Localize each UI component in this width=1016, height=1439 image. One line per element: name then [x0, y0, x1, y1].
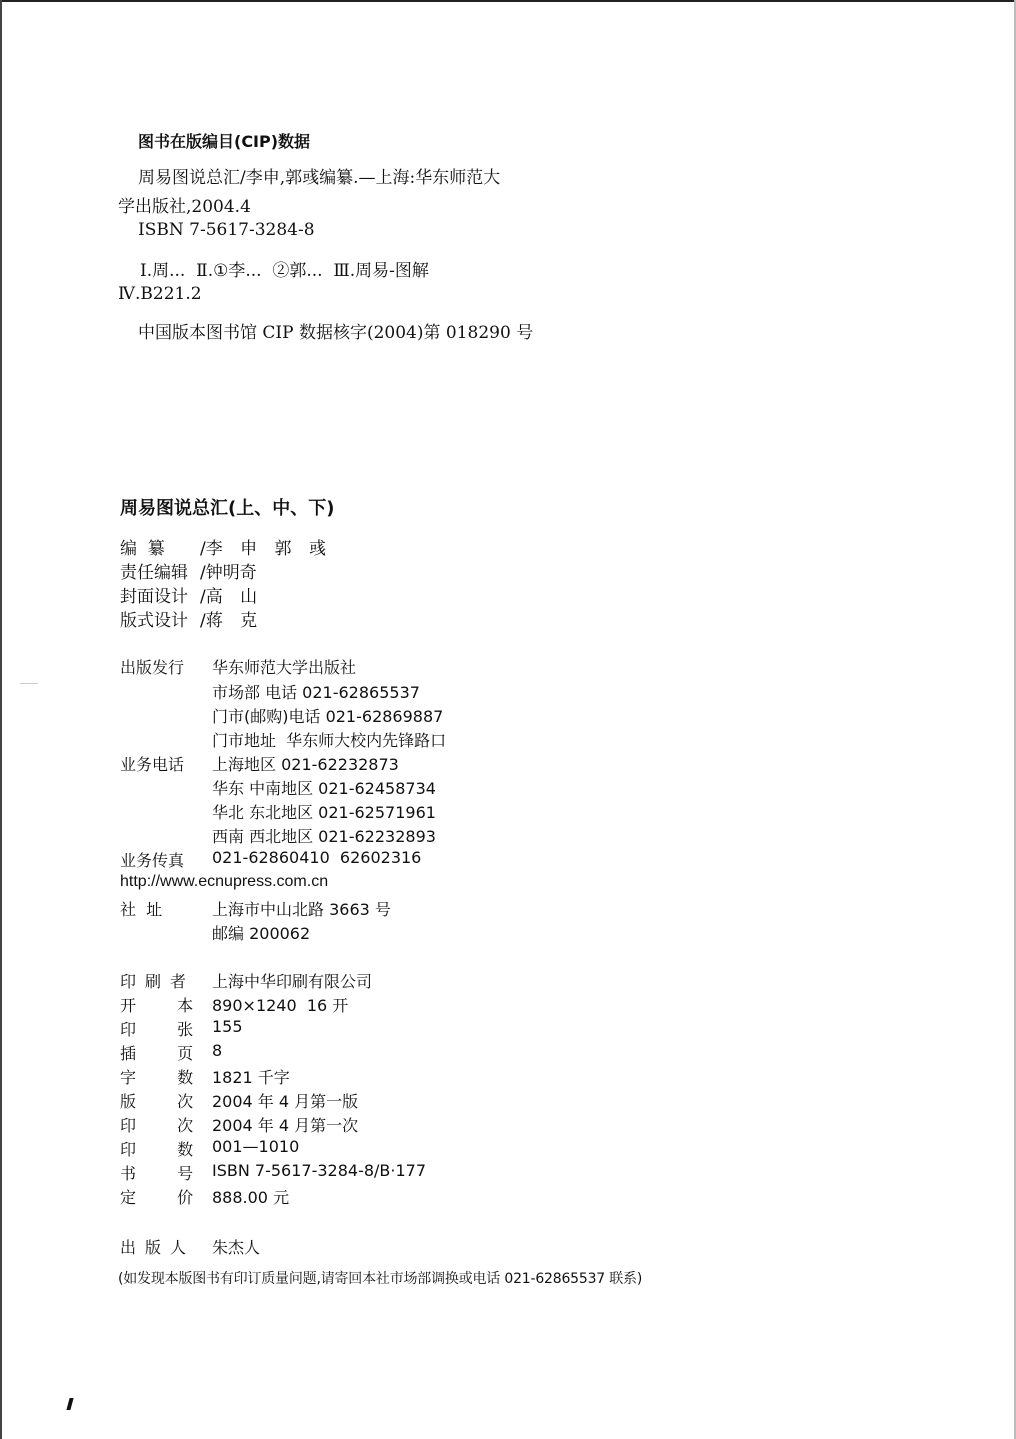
scan-speck [20, 683, 38, 684]
phone-west: 西南 西北地区 021-62232893 [212, 827, 436, 846]
spec-label: 定 价 [120, 1188, 212, 1207]
fax-number: 021-62860410 62602316 [212, 848, 422, 867]
credit-label: 责任编辑 [120, 563, 188, 583]
phone-north: 华北 东北地区 021-62571961 [212, 803, 436, 822]
publisher-label: 出版发行 [120, 658, 185, 677]
website-row [120, 873, 328, 891]
publisher-name: 华东师范大学出版社 [212, 658, 357, 677]
spec-value: 1821 千字 [212, 1068, 290, 1087]
phone-shanghai: 上海地区 021-62232873 [212, 755, 399, 774]
credit-editor: 责任编辑 /钟明奇 [120, 558, 257, 583]
publisher-person-name: 朱杰人 [212, 1238, 261, 1257]
address-label: 社 址 [120, 900, 163, 919]
spec-label: 印刷者 [120, 972, 196, 991]
spec-value: 001—1010 [212, 1137, 300, 1156]
spec-label: 书 号 [120, 1164, 212, 1183]
scan-mark [66, 1398, 73, 1410]
spec-value: 上海中华印刷有限公司 [212, 972, 373, 991]
spec-label: 印 张 [120, 1020, 212, 1039]
cip-verification: 中国版本图书馆 CIP 数据核字(2004)第 018290 号 [138, 323, 534, 343]
cip-line-2: 学出版社,2004.4 [118, 197, 251, 217]
postcode: 邮编 200062 [212, 924, 311, 943]
spec-value: ISBN 7-5617-3284-8/B·177 [212, 1161, 427, 1180]
address-value: 上海市中山北路 3663 号 [212, 900, 391, 919]
spec-value: 888.00 元 [212, 1188, 290, 1207]
website-link[interactable]: http://www.ecnupress.com.cn [120, 873, 329, 890]
publisher-person-label: 出版人 [120, 1238, 196, 1257]
credit-label: 版式设计 [120, 611, 188, 631]
top-border [0, 0, 1016, 2]
phone-east: 华东 中南地区 021-62458734 [212, 779, 436, 798]
credit-cover-design: 封面设计 /高 山 [120, 582, 263, 607]
spec-label: 开 本 [120, 996, 212, 1015]
spec-value: 8 [212, 1041, 223, 1060]
spec-value: 155 [212, 1017, 243, 1036]
market-phone: 市场部 电话 021-62865537 [212, 683, 420, 702]
cip-class-4: Ⅳ.B221.2 [118, 284, 202, 304]
credit-layout-design: 版式设计 /蒋 克 [120, 606, 263, 631]
quality-note: (如发现本版图书有印订质量问题,请寄回本社市场部调换或电话 021-62865537 联系) [118, 1271, 643, 1287]
spec-value: 890×1240 16 开 [212, 996, 349, 1015]
store-phone: 门市(邮购)电话 021-62869887 [212, 707, 444, 726]
book-title: 周易图说总汇(上、中、下) [120, 498, 335, 519]
spec-label: 插 页 [120, 1044, 212, 1063]
cip-classes: Ⅰ.周... Ⅱ.①李... ②郭... Ⅲ.周易-图解 [140, 261, 429, 281]
spec-label: 字 数 [120, 1068, 212, 1087]
credit-value: 钟明奇 [205, 563, 257, 583]
spec-label: 版 次 [120, 1092, 212, 1111]
credit-value: 蒋 克 [205, 611, 264, 631]
fax-label: 业务传真 [120, 851, 185, 870]
spec-value: 2004 年 4 月第一版 [212, 1092, 359, 1111]
credit-label: 编 纂 [120, 539, 165, 559]
cip-line-1: 周易图说总汇/李申,郭彧编纂.—上海:华东师范大 [138, 168, 501, 188]
left-border [0, 0, 2, 1439]
spec-label: 印 次 [120, 1116, 212, 1135]
credit-value: 高 山 [205, 587, 264, 607]
cip-isbn: ISBN 7-5617-3284-8 [138, 220, 315, 240]
cip-heading: 图书在版编目(CIP)数据 [138, 132, 311, 151]
store-address: 门市地址 华东师大校内先锋路口 [212, 731, 447, 750]
credit-value: 李 申 郭 彧 [205, 539, 332, 559]
spec-label: 印 数 [120, 1140, 212, 1159]
credit-label: 封面设计 [120, 587, 188, 607]
credit-compiler: 编 纂 /李 申 郭 彧 [120, 534, 332, 559]
spec-value: 2004 年 4 月第一次 [212, 1116, 359, 1135]
business-phone-label: 业务电话 [120, 755, 185, 774]
